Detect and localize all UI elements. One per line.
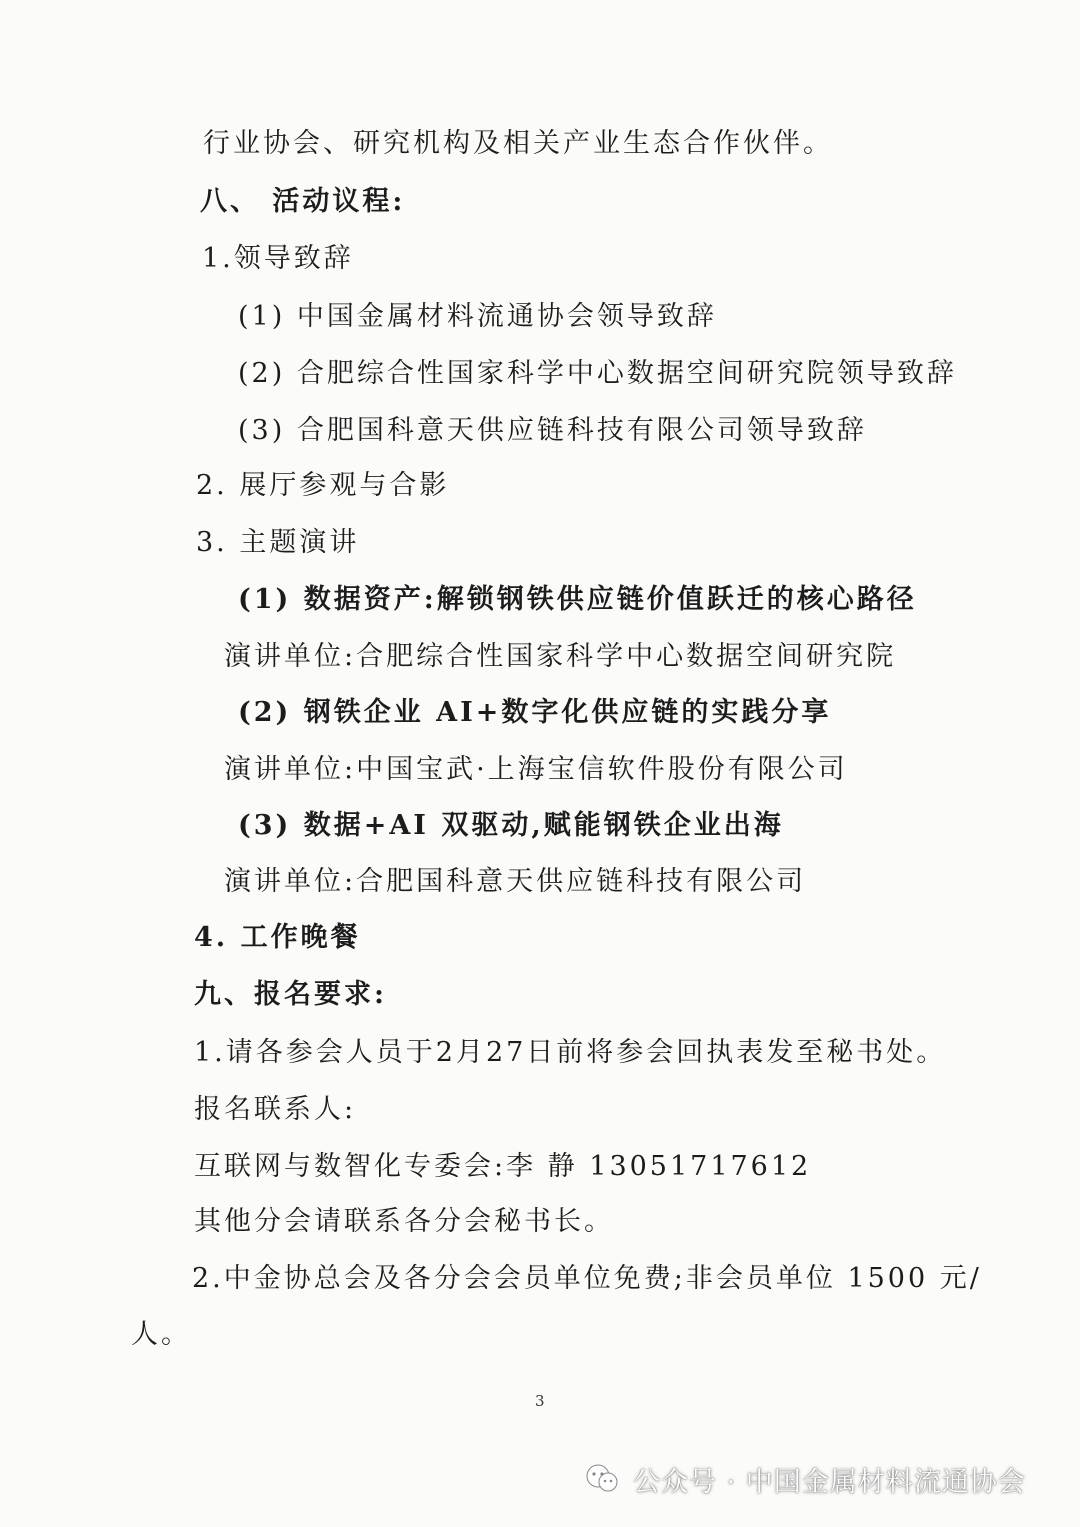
text-line: 2.中金协总会及各分会会员单位免费;非会员单位 1500 元/ bbox=[192, 1263, 982, 1294]
wechat-official-account-icon bbox=[583, 1459, 623, 1499]
text-line: 人。 bbox=[131, 1319, 191, 1350]
wechat-watermark bbox=[583, 1454, 1026, 1504]
agenda-item: 4. 工作晚餐 bbox=[194, 922, 361, 953]
speech-speaker: 演讲单位:中国宝武·上海宝信软件股份有限公司 bbox=[224, 754, 848, 785]
agenda-item: 3. 主题演讲 bbox=[196, 527, 360, 558]
text-line: 其他分会请联系各分会秘书长。 bbox=[194, 1206, 614, 1237]
watermark-text: 公众号 · 中国金属材料流通协会 bbox=[633, 1466, 1026, 1498]
speech-title: (3) 数据+AI 双驱动,赋能钢铁企业出海 bbox=[238, 810, 784, 841]
agenda-item: 1.领导致辞 bbox=[202, 243, 354, 274]
contact-line: 互联网与数智化专委会:李 静 13051717612 bbox=[194, 1151, 812, 1182]
text-line: 1.请各参会人员于2月27日前将参会回执表发至秘书处。 bbox=[194, 1037, 947, 1068]
text-line: 行业协会、研究机构及相关产业生态合作伙伴。 bbox=[203, 128, 833, 159]
speech-title: (2) 钢铁企业 AI+数字化供应链的实践分享 bbox=[238, 697, 832, 728]
text-line: 报名联系人: bbox=[194, 1094, 357, 1125]
agenda-item: 2. 展厅参观与合影 bbox=[196, 470, 450, 501]
agenda-subitem: (2) 合肥综合性国家科学中心数据空间研究院领导致辞 bbox=[238, 358, 957, 389]
section-heading: 九、报名要求: bbox=[194, 979, 387, 1010]
speech-speaker: 演讲单位:合肥国科意天供应链科技有限公司 bbox=[224, 866, 807, 897]
section-heading: 八、 活动议程: bbox=[200, 186, 406, 217]
agenda-subitem: (1) 中国金属材料流通协会领导致辞 bbox=[238, 301, 717, 332]
speech-title: (1) 数据资产:解锁钢铁供应链价值跃迁的核心路径 bbox=[238, 584, 917, 615]
page-number: 3 bbox=[535, 1392, 545, 1410]
speech-speaker: 演讲单位:合肥综合性国家科学中心数据空间研究院 bbox=[224, 641, 897, 672]
agenda-subitem: (3) 合肥国科意天供应链科技有限公司领导致辞 bbox=[238, 415, 867, 446]
